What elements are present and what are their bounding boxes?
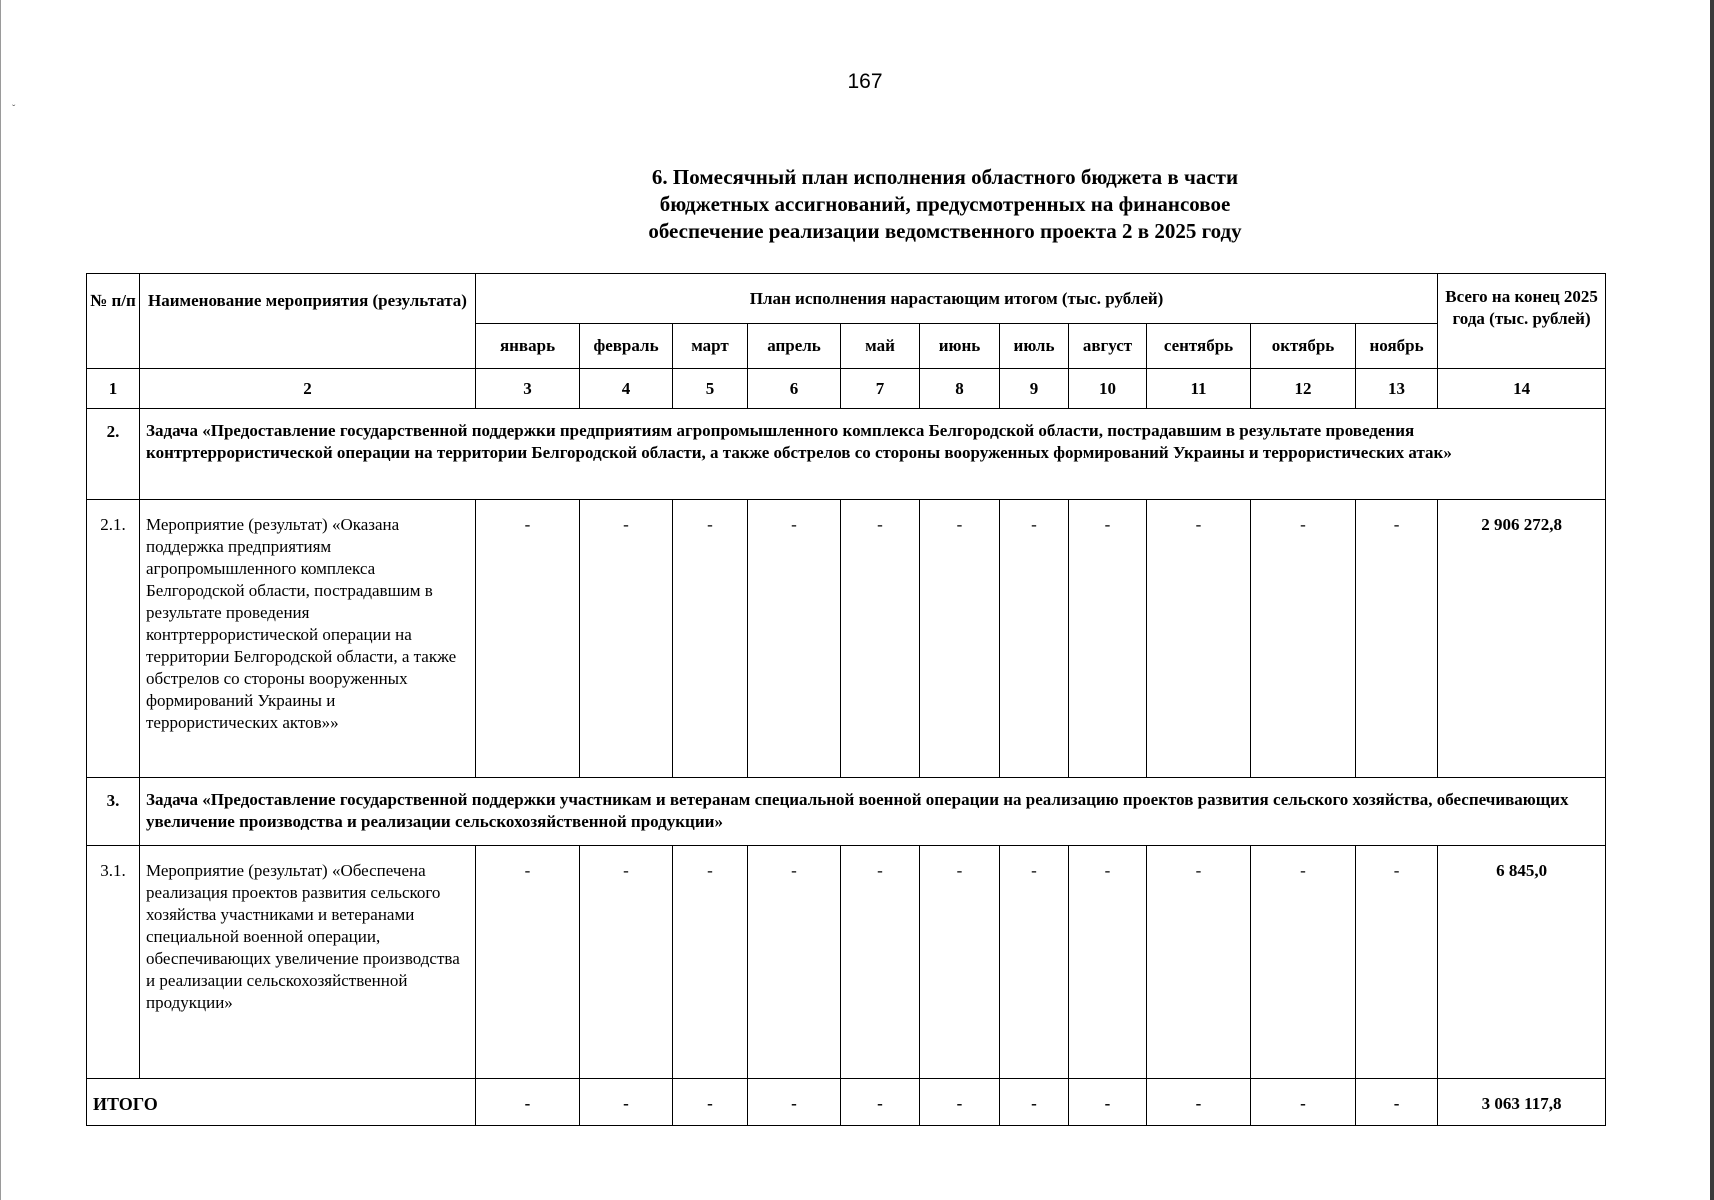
item-number: 2.1. — [87, 500, 140, 778]
title-line: обеспечение реализации ведомственного проекта 2 в 2025 году — [648, 219, 1242, 243]
month-value: - — [1000, 500, 1069, 778]
month-header: апрель — [748, 324, 841, 369]
item-row — [87, 846, 1606, 1079]
header-name: Наименование мероприятия (результата) — [140, 274, 476, 369]
item-text: Мероприятие (результат) «Оказана поддержка предприятиям агропромышленного комплекса Белгородской области, пострадавшим в результате проведения контртеррористической операции на территории Белгородской области, а также обстрелов со стороны вооруженных формирований Украины и террористических актов»» — [140, 500, 476, 778]
title-line: бюджетных ассигнований, предусмотренных на финансовое — [659, 192, 1231, 216]
item-row — [87, 500, 1606, 778]
month-header: октябрь — [1251, 324, 1356, 369]
item-text: Мероприятие (результат) «Обеспечена реализация проектов развития сельского хозяйства участниками и ветеранами специальной военной операции, обеспечивающих увеличение производства и реализации сельскохозяйственной продукции» — [140, 846, 476, 1079]
itogo-month-value: - — [1069, 1079, 1147, 1126]
header-total: Всего на конец 2025 года (тыс. рублей) — [1438, 274, 1606, 369]
column-number: 1 — [87, 369, 140, 409]
month-value: - — [580, 500, 673, 778]
itogo-month-value: - — [1356, 1079, 1438, 1126]
month-header: ноябрь — [1356, 324, 1438, 369]
column-number: 14 — [1438, 369, 1606, 409]
column-number: 7 — [841, 369, 920, 409]
document-title — [430, 164, 1460, 245]
month-header: январь — [476, 324, 580, 369]
month-value: - — [1356, 500, 1438, 778]
month-value: - — [673, 500, 748, 778]
itogo-month-value: - — [476, 1079, 580, 1126]
header-num: № п/п — [87, 274, 140, 369]
task-text: Задача «Предоставление государственной поддержки участникам и ветеранам специальной военной операции на реализацию проектов развития сельского хозяйства, обеспечивающих увеличение производства и реализации сельскохозяйственной продукции» — [140, 778, 1606, 846]
column-number: 10 — [1069, 369, 1147, 409]
column-number: 9 — [1000, 369, 1069, 409]
column-number: 3 — [476, 369, 580, 409]
month-value: - — [1069, 846, 1147, 1079]
month-header: май — [841, 324, 920, 369]
month-header: июль — [1000, 324, 1069, 369]
month-value: - — [1147, 846, 1251, 1079]
month-value: - — [748, 846, 841, 1079]
month-header: сентябрь — [1147, 324, 1251, 369]
column-number: 12 — [1251, 369, 1356, 409]
scan-speck: ˇ — [12, 104, 16, 115]
itogo-month-value: - — [1000, 1079, 1069, 1126]
itogo-month-value: - — [580, 1079, 673, 1126]
month-value: - — [920, 500, 1000, 778]
itogo-month-value: - — [1251, 1079, 1356, 1126]
itogo-month-value: - — [1147, 1079, 1251, 1126]
task-number: 3. — [87, 778, 140, 846]
budget-plan-table — [86, 273, 1606, 1126]
itogo-total: 3 063 117,8 — [1438, 1079, 1606, 1126]
item-total: 6 845,0 — [1438, 846, 1606, 1079]
task-row — [87, 409, 1606, 500]
task-row — [87, 778, 1606, 846]
month-value: - — [476, 846, 580, 1079]
itogo-month-value: - — [673, 1079, 748, 1126]
itogo-month-value: - — [748, 1079, 841, 1126]
month-header: февраль — [580, 324, 673, 369]
month-header: август — [1069, 324, 1147, 369]
header-row-top — [87, 274, 1606, 324]
column-number-row — [87, 369, 1606, 409]
item-number: 3.1. — [87, 846, 140, 1079]
item-total: 2 906 272,8 — [1438, 500, 1606, 778]
month-value: - — [1147, 500, 1251, 778]
column-number: 2 — [140, 369, 476, 409]
itogo-month-value: - — [841, 1079, 920, 1126]
scan-edge-left — [0, 0, 1, 1200]
column-number: 5 — [673, 369, 748, 409]
header-plan: План исполнения нарастающим итогом (тыс. рублей) — [476, 274, 1438, 324]
month-value: - — [1356, 846, 1438, 1079]
task-number: 2. — [87, 409, 140, 500]
month-value: - — [920, 846, 1000, 1079]
itogo-label: ИТОГО — [87, 1079, 476, 1126]
column-number: 13 — [1356, 369, 1438, 409]
itogo-row — [87, 1079, 1606, 1126]
column-number: 6 — [748, 369, 841, 409]
month-header: март — [673, 324, 748, 369]
month-value: - — [1251, 500, 1356, 778]
month-value: - — [476, 500, 580, 778]
task-text: Задача «Предоставление государственной поддержки предприятиям агропромышленного комплекса Белгородской области, пострадавшим в результате проведения контртеррористической операции на территории Белгородской области, а также обстрелов со стороны вооруженных формирований Украины и террористических атак» — [140, 409, 1606, 500]
itogo-month-value: - — [920, 1079, 1000, 1126]
month-value: - — [1251, 846, 1356, 1079]
column-number: 8 — [920, 369, 1000, 409]
title-line: 6. Помесячный план исполнения областного бюджета в части — [651, 165, 1239, 189]
month-header: июнь — [920, 324, 1000, 369]
month-value: - — [1000, 846, 1069, 1079]
month-value: - — [748, 500, 841, 778]
month-value: - — [580, 846, 673, 1079]
month-value: - — [1069, 500, 1147, 778]
month-value: - — [673, 846, 748, 1079]
column-number: 11 — [1147, 369, 1251, 409]
scan-edge-right — [1710, 0, 1714, 1200]
month-value: - — [841, 500, 920, 778]
page-number: 167 — [847, 70, 883, 93]
column-number: 4 — [580, 369, 673, 409]
month-value: - — [841, 846, 920, 1079]
